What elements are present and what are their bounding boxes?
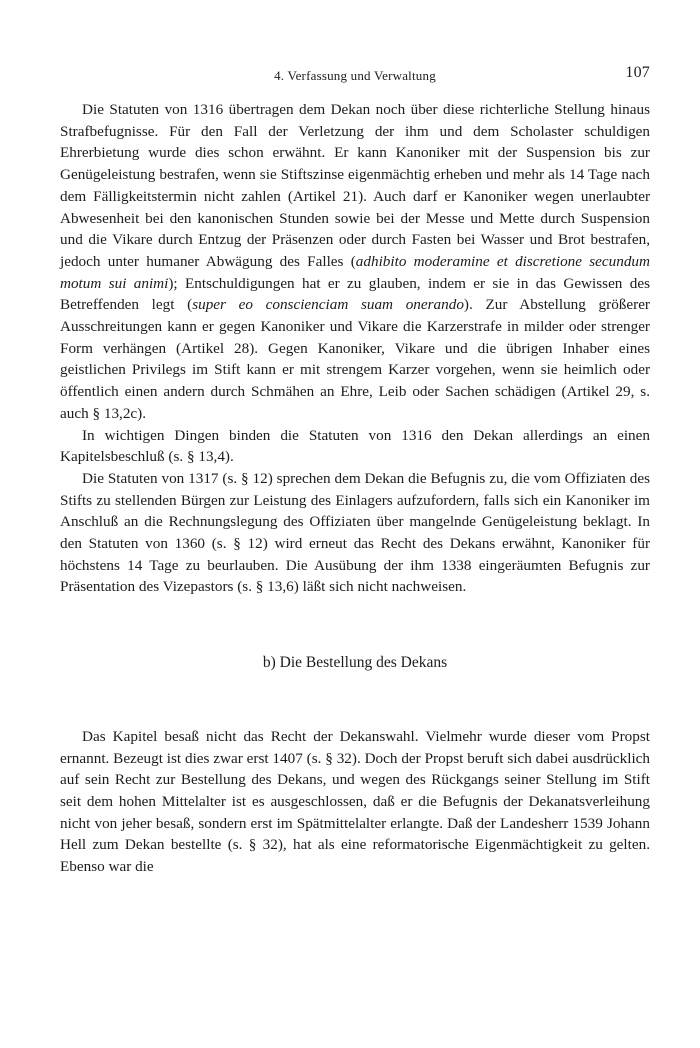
page-number: 107 xyxy=(625,64,650,81)
paragraph xyxy=(60,425,650,468)
text-run: In wichtigen Dingen binden die Statuten von 1316 den Dekan allerdings an einen Kapitelsbeschluß (s. § 13,4). xyxy=(60,426,650,466)
text-run: Das Kapitel besaß nicht das Recht der Dekanswahl. Vielmehr wurde dieser vom Propst ernannt. Bezeugt ist dies zwar erst 1407 (s. § 32). Doch der Propst beruft sich dabei ausdrücklich auf sein Recht zur Bestellung des Dekans, und wegen des Rückgangs seiner Stellung im Stift seit dem hohen Mittelalter ist es ausgeschlossen, daß er die Befugnis der Dekanatsverleihung nicht von jeher besaß, sondern erst im Spätmittelalter erlangte. Daß der Landesherr 1539 Johann Hell zum Dekan bestellte (s. § 32), hat als eine reformatorische Eigenmächtigkeit zu gelten. Ebenso war die xyxy=(60,727,650,876)
body-text xyxy=(60,99,650,878)
latin-quotation: adhibito moderamine et discretione secundum motum sui animi xyxy=(60,252,650,292)
text-run: Die Statuten von 1317 (s. § 12) sprechen dem Dekan die Befugnis zu, die vom Offiziaten des Stifts zu stellenden Bürgen zur Leistung des Einlagers aufzufordern, falls sich ein Kanoniker im Anschluß an die Rechnungslegung des Offiziaten über mangelnde Genügeleistung beklagt. In den Statuten von 1360 (s. § 12) wird erneut das Recht des Dekans erwähnt, Kanoniker für höchstens 14 Tage zu beurlauben. Die Ausübung der ihm 1338 eingeräumten Befugnis zur Präsentation des Vizepastors (s. § 13,6) läßt sich nicht nachweisen. xyxy=(60,469,650,596)
running-head xyxy=(60,64,650,86)
paragraph xyxy=(60,468,650,598)
text-run: ); Entschuldigungen hat er zu glauben, indem er sie in das Gewissen des Betreffenden legt ( xyxy=(60,274,650,314)
running-title: 4. Verfassung und Verwaltung xyxy=(274,68,436,83)
text-run: Die Statuten von 1316 übertragen dem Dekan noch über diese richterliche Stellung hinaus Strafbefugnisse. Für den Fall der Verletzung der ihm und dem Scholaster schuldigen Ehrerbietung wurde dies schon erwähnt. Er kann Kanoniker mit der Suspension bis zur Genügeleistung bestrafen, wenn sie Stiftszinse eigenmächtig erheben und mehr als 14 Tage nach dem Fälligkeitstermin nicht zahlen (Artikel 21). Auch darf er Kanoniker wegen unerlaubter Abwesenheit bei den kanonischen Stunden sowie bei der Messe und Mette durch Suspension und die Vikare durch Entzug der Präsenzen oder durch Fasten bei Wasser und Brot bestrafen, jedoch unter humaner Abwägung des Falles ( xyxy=(60,101,650,270)
paragraph xyxy=(60,99,650,425)
latin-quotation: super eo conscienciam suam onerando xyxy=(192,296,464,314)
section-heading: b) Die Bestellung des Dekans xyxy=(262,654,448,672)
paragraph xyxy=(60,726,650,878)
text-run: ). Zur Abstellung größerer Ausschreitungen kann er gegen Kanoniker und Vikare die Karzerstrafe in milder oder strenger Form verhängen (Artikel 28). Gegen Kanoniker, Vikare und die übrigen Inhaber eines geistlichen Privilegs im Stift kann er mit strengem Karzer vorgehen, wenn sie heimlich oder öffentlich einen andern durch Schmähen an Ehre, Leib oder Sachen schädigen (Artikel 29, s. auch § 13,2c). xyxy=(60,296,650,422)
